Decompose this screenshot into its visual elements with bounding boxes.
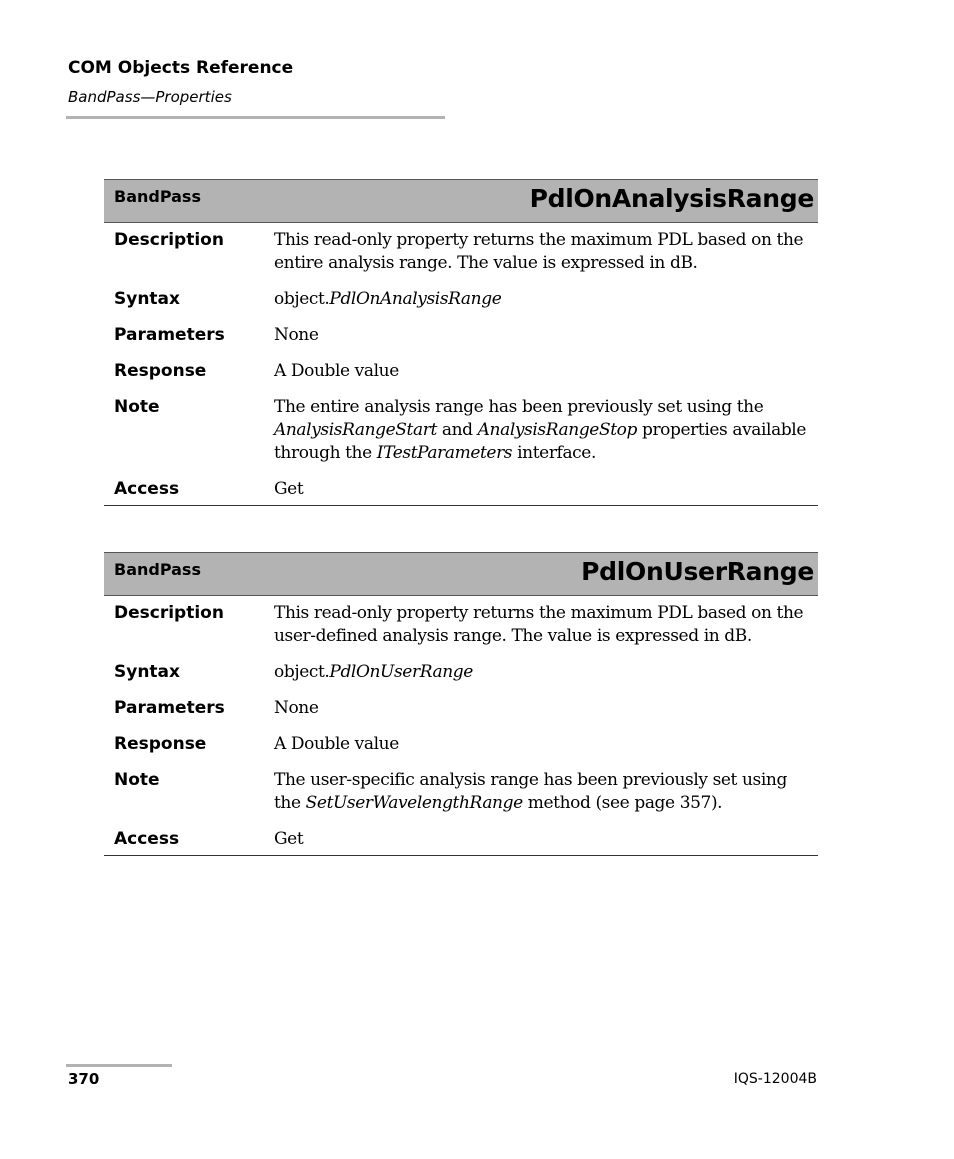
row-label: Response <box>114 734 207 754</box>
footer-divider <box>66 1064 172 1067</box>
note-reference: AnalysisRangeStart <box>274 420 437 440</box>
row-label: Description <box>114 603 224 623</box>
property-block-pdl-on-user-range <box>104 552 818 856</box>
access-row <box>104 478 818 501</box>
row-value: Get <box>274 829 304 849</box>
property-title: PdlOnAnalysisRange <box>529 184 814 213</box>
class-name: BandPass <box>114 187 201 206</box>
document-id: IQS-12004B <box>733 1071 817 1087</box>
response-row <box>104 733 818 756</box>
property-table <box>104 596 818 856</box>
note-text: The user-specific analysis range has been previously set using the <box>274 770 787 813</box>
property-table <box>104 223 818 506</box>
row-label: Access <box>114 479 180 499</box>
row-label: Syntax <box>114 662 180 682</box>
property-title: PdlOnUserRange <box>581 557 814 586</box>
row-value: None <box>274 325 319 345</box>
note-row <box>104 396 818 465</box>
note-reference: AnalysisRangeStop <box>477 420 637 440</box>
note-row <box>104 769 818 815</box>
row-value <box>274 288 818 311</box>
syntax-row <box>104 288 818 311</box>
note-text: properties available through the <box>274 420 807 463</box>
row-label: Note <box>114 770 160 790</box>
note-text: interface. <box>512 443 596 463</box>
row-value: Get <box>274 479 304 499</box>
row-value: A Double value <box>274 734 399 754</box>
header-divider <box>66 116 445 119</box>
property-header <box>104 552 818 596</box>
section-subtitle: BandPass—Properties <box>68 88 232 106</box>
row-value: A Double value <box>274 361 399 381</box>
property-block-pdl-on-analysis-range <box>104 179 818 506</box>
row-label: Parameters <box>114 698 225 718</box>
syntax-prefix: object. <box>274 662 330 682</box>
row-value <box>274 396 818 465</box>
row-value <box>274 769 818 815</box>
syntax-member: PdlOnUserRange <box>329 662 473 682</box>
row-label: Parameters <box>114 325 225 345</box>
parameters-row <box>104 324 818 347</box>
row-label: Description <box>114 230 224 250</box>
note-reference: SetUserWavelengthRange <box>305 793 523 813</box>
response-row <box>104 360 818 383</box>
row-value <box>274 661 818 684</box>
row-label: Syntax <box>114 289 180 309</box>
row-value: This read-only property returns the maximum PDL based on the entire analysis range. The value is expressed in dB. <box>274 230 804 273</box>
syntax-row <box>104 661 818 684</box>
syntax-prefix: object. <box>274 289 330 309</box>
row-value: None <box>274 698 319 718</box>
row-label: Access <box>114 829 180 849</box>
row-label: Response <box>114 361 207 381</box>
class-name: BandPass <box>114 560 201 579</box>
parameters-row <box>104 697 818 720</box>
description-row <box>104 229 818 275</box>
row-label: Note <box>114 397 160 417</box>
access-row <box>104 828 818 851</box>
property-header <box>104 179 818 223</box>
syntax-member: PdlOnAnalysisRange <box>329 289 502 309</box>
note-text: method (see page 357). <box>522 793 723 813</box>
chapter-title: COM Objects Reference <box>68 58 294 78</box>
page-number: 370 <box>68 1070 100 1088</box>
note-reference: ITestParameters <box>376 443 513 463</box>
note-text: and <box>436 420 478 440</box>
note-text: The entire analysis range has been previously set using the <box>274 397 764 417</box>
row-value: This read-only property returns the maximum PDL based on the user-defined analysis range. The value is expressed in dB. <box>274 603 804 646</box>
description-row <box>104 602 818 648</box>
